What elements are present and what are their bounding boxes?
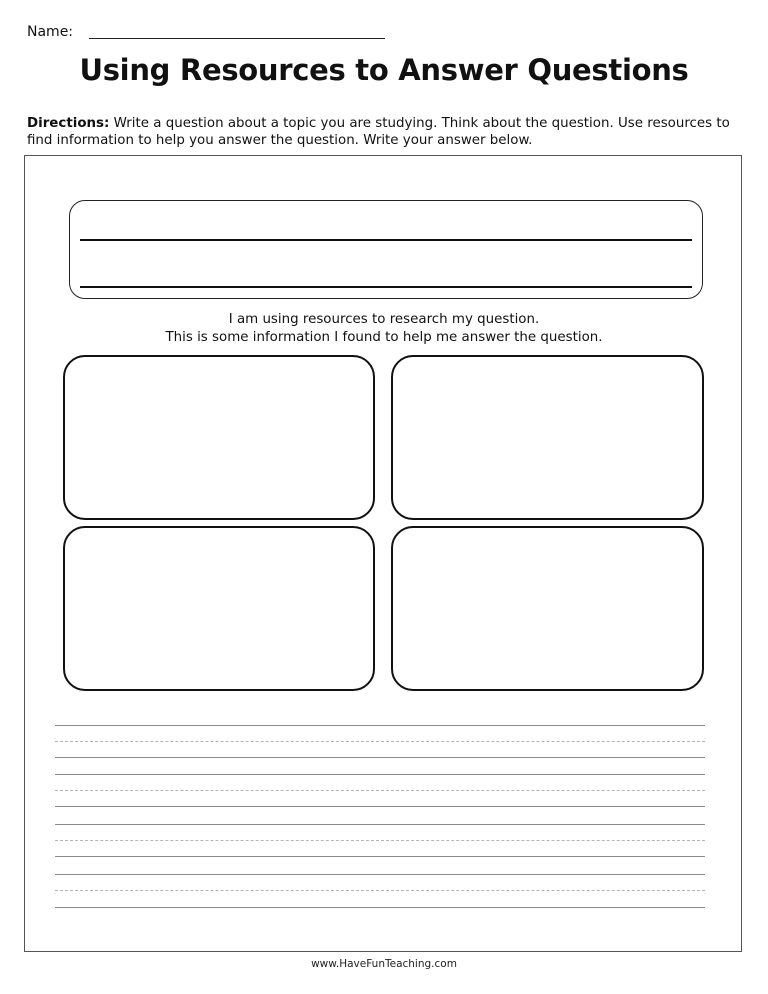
name-label: Name:	[27, 24, 74, 40]
footer-url: www.HaveFunTeaching.com	[311, 958, 457, 970]
caption-line-2: This is some information I found to help me answer the question.	[165, 330, 603, 345]
worksheet-title: Using Resources to Answer Questions	[79, 53, 689, 87]
info-box-1[interactable]	[63, 355, 375, 520]
writing-line[interactable]	[55, 824, 705, 825]
writing-line[interactable]	[55, 725, 705, 726]
name-write-line[interactable]	[89, 38, 385, 39]
info-box-2[interactable]	[391, 355, 704, 520]
question-write-line[interactable]	[80, 286, 692, 288]
writing-midline	[55, 741, 705, 742]
answer-writing-area[interactable]	[55, 720, 705, 915]
writing-midline	[55, 790, 705, 791]
question-box[interactable]	[69, 200, 703, 299]
writing-line[interactable]	[55, 774, 705, 775]
caption-line-1: I am using resources to research my question.	[228, 312, 540, 327]
name-row	[27, 22, 387, 42]
writing-midline	[55, 890, 705, 891]
info-box-4[interactable]	[391, 526, 704, 691]
directions	[27, 115, 741, 149]
writing-line[interactable]	[55, 757, 705, 758]
info-box-3[interactable]	[63, 526, 375, 691]
directions-label: Directions:	[27, 116, 110, 131]
directions-text: Write a question about a topic you are studying. Think about the question. Use resources to find information to help you answer the question. Write your answer below.	[27, 116, 730, 148]
writing-line[interactable]	[55, 806, 705, 807]
question-write-line[interactable]	[80, 239, 692, 241]
writing-midline	[55, 840, 705, 841]
writing-line[interactable]	[55, 907, 705, 908]
writing-line[interactable]	[55, 874, 705, 875]
writing-line[interactable]	[55, 856, 705, 857]
